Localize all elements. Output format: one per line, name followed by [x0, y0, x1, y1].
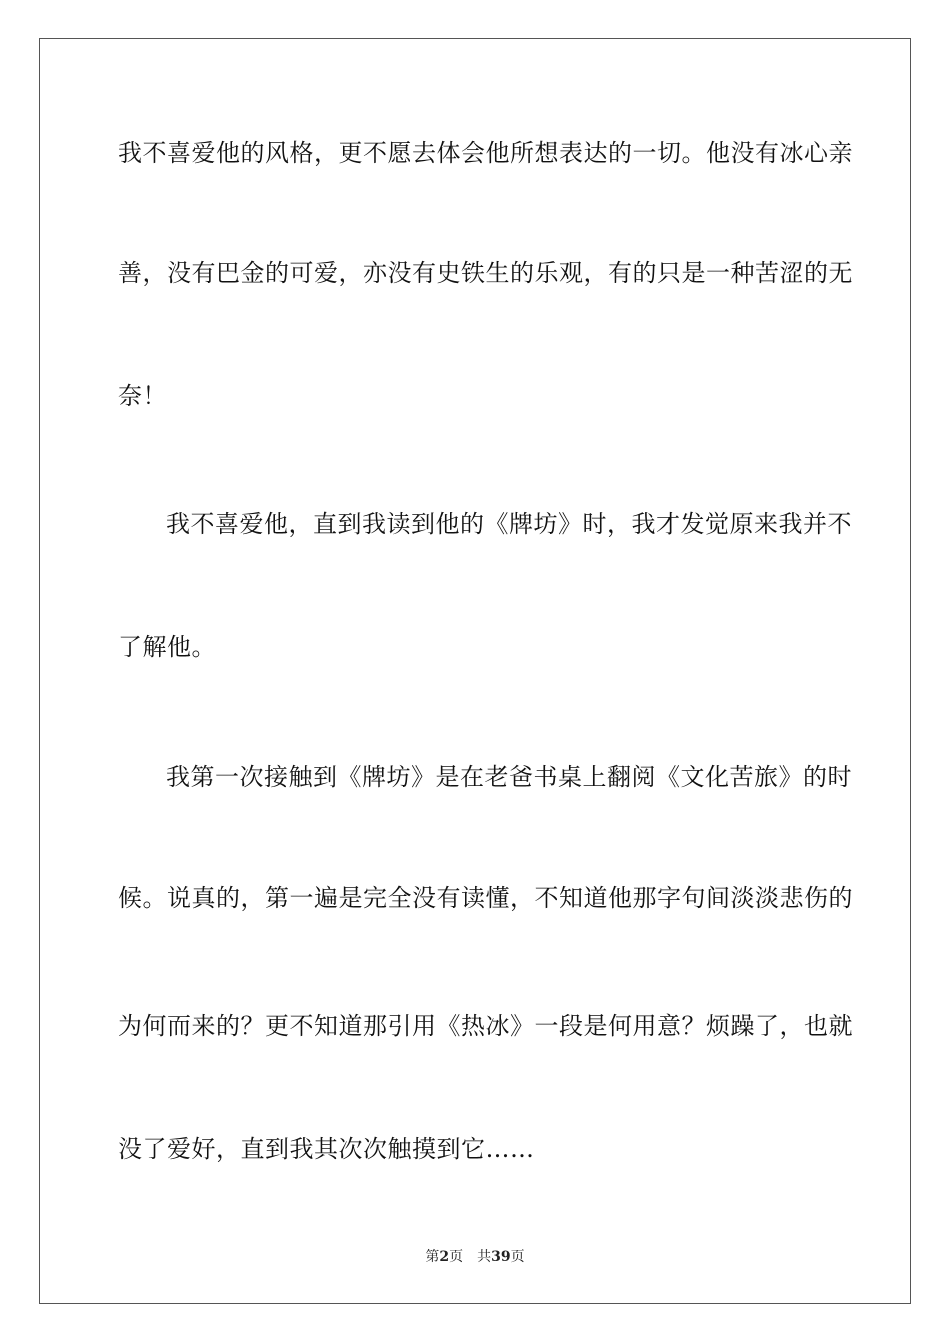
text-line: 为何而来的？更不知道那引用《热冰》一段是何用意？烦躁了，也就 [118, 1012, 853, 1040]
text-line-indented: 我第一次接触到《牌坊》是在老爸书桌上翻阅《文化苦旅》的时 [166, 763, 852, 791]
page-border [39, 38, 911, 1304]
page-number: 2 [439, 1249, 450, 1265]
text-line: 没了爱好，直到我其次次触摸到它…… [118, 1135, 535, 1163]
total-prefix: 共 [477, 1249, 492, 1265]
page-suffix: 页 [449, 1249, 464, 1265]
total-suffix: 页 [510, 1249, 525, 1265]
text-line: 了解他。 [118, 633, 216, 661]
text-line: 我不喜爱他的风格，更不愿去体会他所想表达的一切。他没有冰心亲 [118, 139, 853, 167]
text-line: 候。说真的，第一遍是完全没有读懂，不知道他那字句间淡淡悲伤的 [118, 884, 853, 912]
text-line-indented: 我不喜爱他，直到我读到他的《牌坊》时，我才发觉原来我并不 [166, 510, 852, 538]
page-footer [0, 1248, 950, 1266]
page-prefix: 第 [425, 1249, 440, 1265]
total-pages: 39 [491, 1249, 511, 1265]
text-line: 善，没有巴金的可爱，亦没有史铁生的乐观，有的只是一种苦涩的无 [118, 259, 853, 287]
text-line: 奈！ [118, 382, 167, 410]
